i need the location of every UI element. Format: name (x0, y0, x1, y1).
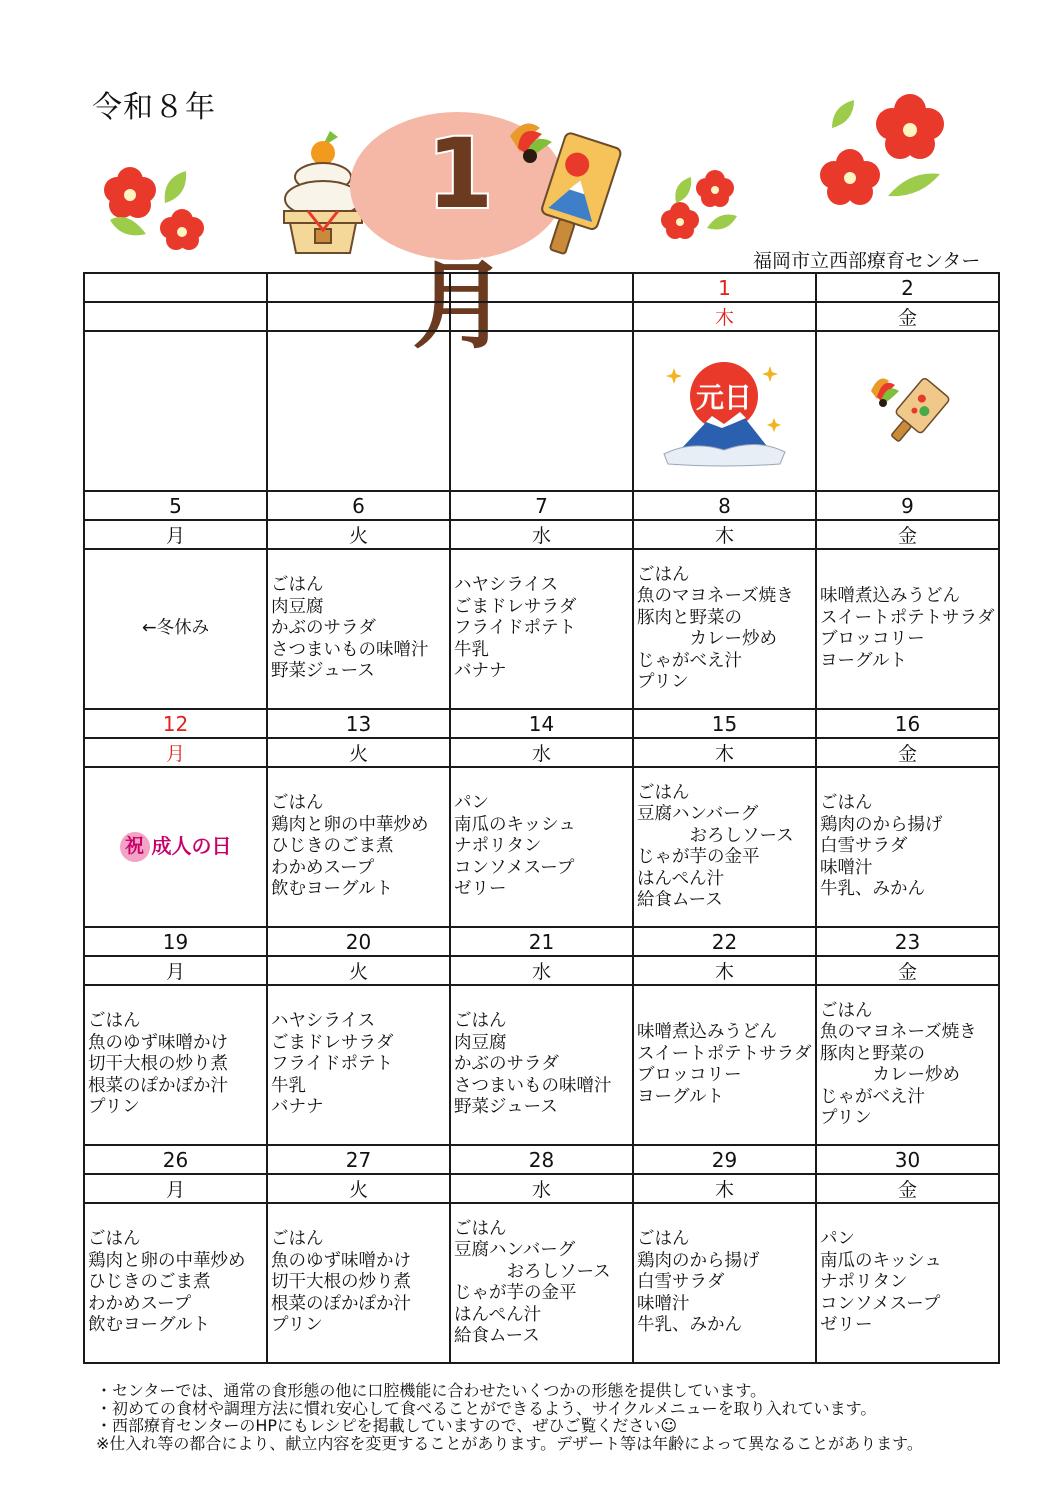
menu-item: ごはん (271, 575, 324, 596)
menu-item: バナナ (271, 1097, 324, 1118)
menu-item: かぶのサラダ (454, 1054, 559, 1075)
date-cell: 23 (816, 927, 999, 956)
menu-item: 給食ムース (637, 890, 723, 910)
date-cell: 2 (816, 273, 999, 302)
date-cell: 8 (633, 491, 816, 520)
date-cell (450, 273, 633, 302)
weekday-cell: 金 (816, 956, 999, 985)
menu-item: ゼリー (454, 879, 507, 900)
menu-item: フライドポテト (271, 1054, 393, 1075)
menu-item: ナポリタン (820, 1272, 908, 1293)
weekday-cell: 木 (633, 738, 816, 767)
date-cell: 30 (816, 1145, 999, 1174)
note-line: ・センターでは、通常の食形態の他に口腔機能に合わせたいくつかの形態を提供しています。 (96, 1381, 767, 1400)
menu-item: じゃが芋の金平 (637, 847, 760, 867)
menu-item: 牛乳 (271, 1075, 306, 1096)
menu-item: プリン (88, 1097, 140, 1118)
menu-item: 魚のゆず味噌かけ (271, 1250, 411, 1271)
menu-item: 根菜のぽかぽか汁 (271, 1293, 411, 1314)
date-cell: 19 (84, 927, 267, 956)
menu-cell (633, 767, 816, 927)
menu-cell (267, 985, 450, 1145)
menu-item: 豆腐ハンバーグ (637, 804, 759, 824)
date-cell: 5 (84, 491, 267, 520)
menu-item: 牛乳 (454, 639, 489, 660)
date-cell: 20 (267, 927, 450, 956)
menu-item: スイートポテトサラダ (820, 607, 995, 628)
menu-item: 味噌汁 (820, 857, 873, 878)
weekday-cell: 金 (816, 302, 999, 331)
menu-cell (816, 767, 999, 927)
date-cell: 16 (816, 709, 999, 738)
menu-item: コンソメスープ (820, 1293, 941, 1314)
weekday-cell: 水 (450, 738, 633, 767)
date-cell (84, 273, 267, 302)
menu-item: ハヤシライス (271, 1011, 376, 1032)
weekday-cell: 金 (816, 738, 999, 767)
menu-item: スイートポテトサラダ (637, 1043, 812, 1064)
menu-cell (84, 1203, 267, 1363)
menu-item: 魚のゆず味噌かけ (88, 1032, 228, 1053)
menu-cell (450, 985, 633, 1145)
menu-item: ごはん (88, 1229, 141, 1250)
menu-item: さつまいもの味噌汁 (271, 639, 429, 660)
menu-item: はんぺん汁 (454, 1304, 542, 1325)
menu-item: ごはん (88, 1011, 141, 1032)
menu-item: ひじきのごま煮 (88, 1272, 211, 1293)
menu-cell (267, 331, 450, 491)
note-line: ・初めての食材や調理方法に慣れ安心して食べることができるよう、サイクルメニューを取り入れています。 (96, 1398, 877, 1418)
leaf-icon (672, 175, 694, 205)
menu-item: わかめスープ (88, 1293, 192, 1314)
menu-item: 鶏肉のから揚げ (820, 814, 943, 835)
leaf-icon (160, 168, 190, 208)
menu-cell (450, 1203, 633, 1363)
menu-cell (84, 549, 267, 709)
seijin-no-hi-icon (120, 832, 232, 862)
menu-item: プリン (820, 1108, 872, 1128)
menu-item: 根菜のぽかぽか汁 (88, 1075, 228, 1096)
menu-cell (450, 331, 633, 491)
menu-item: ブロッコリー (820, 629, 925, 649)
weekday-cell: 月 (84, 1174, 267, 1203)
menu-item: 魚のマヨネーズ焼き (820, 1022, 977, 1042)
date-cell (267, 273, 450, 302)
menu-item: じゃがべえ汁 (820, 1086, 925, 1107)
menu-item: 切干大根の炒り煮 (88, 1054, 228, 1075)
date-cell: 15 (633, 709, 816, 738)
menu-item: 味噌汁 (637, 1293, 690, 1314)
menu-item: 牛乳、みかん (637, 1315, 742, 1336)
menu-item: 切干大根の炒り煮 (271, 1272, 411, 1293)
menu-item: ごはん (454, 1218, 507, 1239)
menu-item: おろしソース (637, 825, 794, 846)
menu-cell (84, 331, 267, 491)
menu-item: じゃが芋の金平 (454, 1283, 577, 1303)
menu-cell (267, 1203, 450, 1363)
menu-item: コンソメスープ (454, 857, 575, 878)
weekday-cell: 月 (84, 956, 267, 985)
menu-item: 鶏肉と卵の中華炒め (271, 814, 429, 835)
weekday-cell: 木 (633, 1174, 816, 1203)
menu-item: 豆腐ハンバーグ (454, 1240, 576, 1260)
menu-item: おろしソース (454, 1261, 611, 1282)
menu-item: バナナ (454, 661, 507, 682)
menu-item: ヨーグルト (637, 1086, 724, 1107)
ganjitsu-sunrise-icon (662, 354, 787, 469)
menu-item: ナポリタン (454, 836, 542, 857)
menu-cell (633, 331, 816, 491)
weekday-cell (267, 302, 450, 331)
menu-item: 野菜ジュース (271, 661, 375, 682)
menu-item: ごはん (820, 1000, 873, 1021)
menu-item: カレー炒め (637, 629, 777, 649)
ganjitsu-label: 元日 (695, 380, 753, 414)
date-cell: 7 (450, 491, 633, 520)
date-cell: 9 (816, 491, 999, 520)
menu-item: 豚肉と野菜の (637, 607, 742, 628)
menu-item: 南瓜のキッシュ (820, 1250, 942, 1271)
weekday-cell: 月 (84, 520, 267, 549)
menu-item: 肉豆腐 (271, 596, 324, 617)
month-title: 1月 (412, 118, 508, 362)
notes (96, 1382, 923, 1452)
menu-cell (633, 549, 816, 709)
menu-cell (84, 985, 267, 1145)
menu-item: カレー炒め (820, 1065, 960, 1085)
date-cell: 1 (633, 273, 816, 302)
weekday-cell: 木 (633, 302, 816, 331)
menu-item: ごはん (271, 793, 324, 814)
weekday-cell: 火 (267, 1174, 450, 1203)
menu-item: ハヤシライス (454, 575, 559, 596)
menu-item: 味噌煮込みうどん (637, 1022, 777, 1042)
menu-item: 南瓜のキッシュ (454, 814, 576, 835)
menu-item: はんぺん汁 (637, 868, 725, 889)
date-cell: 27 (267, 1145, 450, 1174)
weekday-cell: 火 (267, 738, 450, 767)
menu-cell (633, 1203, 816, 1363)
hagoita-icon (490, 118, 625, 263)
holiday-note: ←冬休み (141, 618, 210, 639)
menu-item: ごはん (271, 1229, 324, 1250)
menu-item: 白雪サラダ (637, 1272, 725, 1293)
menu-item: 飲むヨーグルト (88, 1315, 210, 1336)
era-year: 令和８年 (92, 90, 216, 125)
weekday-cell: 金 (816, 1174, 999, 1203)
menu-item: ひじきのごま煮 (271, 836, 394, 857)
date-cell: 12 (84, 709, 267, 738)
note-line: ※仕入れ等の都合により、献立内容を変更することがあります。デザート等は年齢によって異なることがあります。 (96, 1433, 923, 1453)
date-cell: 14 (450, 709, 633, 738)
menu-item: ごはん (637, 564, 690, 585)
menu-cell (633, 985, 816, 1145)
menu-item: プリン (637, 672, 689, 692)
menu-item: 飲むヨーグルト (271, 879, 393, 900)
weekday-cell: 水 (450, 520, 633, 549)
menu-calendar (83, 272, 1000, 1364)
menu-item: わかめスープ (271, 857, 375, 878)
note-line: ・西部療育センターのHPにもレシピを掲載していますので、ぜひご覧ください☺ (96, 1416, 678, 1435)
menu-item: さつまいもの味噌汁 (454, 1075, 612, 1096)
weekday-cell: 水 (450, 956, 633, 985)
menu-item: 給食ムース (454, 1326, 540, 1346)
menu-cell (816, 549, 999, 709)
weekday-cell: 火 (267, 520, 450, 549)
menu-item: ヨーグルト (820, 650, 907, 671)
menu-item: ごまドレサラダ (454, 596, 577, 617)
date-cell: 29 (633, 1145, 816, 1174)
menu-item: 味噌煮込みうどん (820, 586, 960, 606)
menu-item: 豚肉と野菜の (820, 1043, 925, 1064)
weekday-cell: 火 (267, 956, 450, 985)
weekday-cell: 水 (450, 1174, 633, 1203)
menu-item: 野菜ジュース (454, 1097, 558, 1118)
menu-item: 肉豆腐 (454, 1032, 507, 1053)
leaf-icon (705, 210, 739, 232)
menu-item: ごはん (820, 793, 873, 814)
menu-cell (816, 985, 999, 1145)
menu-cell (816, 331, 999, 491)
menu-item: 鶏肉のから揚げ (637, 1250, 760, 1271)
date-cell: 26 (84, 1145, 267, 1174)
menu-item: ゼリー (820, 1315, 873, 1336)
weekday-cell: 月 (84, 738, 267, 767)
date-cell: 13 (267, 709, 450, 738)
menu-item: ごまドレサラダ (271, 1032, 394, 1053)
menu-item: パン (454, 793, 489, 814)
celebration-mark: 祝 (124, 835, 144, 858)
weekday-cell (450, 302, 633, 331)
menu-cell (267, 767, 450, 927)
date-cell: 22 (633, 927, 816, 956)
menu-item: 鶏肉と卵の中華炒め (88, 1250, 246, 1271)
leaf-icon (108, 212, 148, 242)
weekday-cell (84, 302, 267, 331)
menu-item: ごはん (637, 1229, 690, 1250)
date-cell: 6 (267, 491, 450, 520)
date-cell: 21 (450, 927, 633, 956)
menu-cell (267, 549, 450, 709)
menu-item: ごはん (637, 782, 690, 803)
menu-cell (816, 1203, 999, 1363)
menu-item: じゃがべえ汁 (637, 650, 742, 671)
menu-item: ごはん (454, 1011, 507, 1032)
seijin-no-hi-label: 成人の日 (151, 834, 232, 859)
menu-item: 牛乳、みかん (820, 879, 925, 900)
menu-item: 白雪サラダ (820, 836, 908, 857)
menu-item: パン (820, 1229, 855, 1250)
menu-item: フライドポテト (454, 618, 576, 639)
menu-item: プリン (271, 1315, 323, 1336)
camellia-flower-icon (810, 88, 960, 218)
menu-cell (450, 549, 633, 709)
date-cell: 28 (450, 1145, 633, 1174)
organization-name: 福岡市立西部療育センター (753, 250, 981, 272)
menu-cell (84, 767, 267, 927)
menu-cell (450, 767, 633, 927)
weekday-cell: 金 (816, 520, 999, 549)
weekday-cell: 木 (633, 520, 816, 549)
menu-item: ブロッコリー (637, 1065, 742, 1085)
weekday-cell: 木 (633, 956, 816, 985)
hagoita-icon (863, 371, 953, 451)
menu-item: かぶのサラダ (271, 618, 376, 639)
menu-item: 魚のマヨネーズ焼き (637, 586, 794, 606)
